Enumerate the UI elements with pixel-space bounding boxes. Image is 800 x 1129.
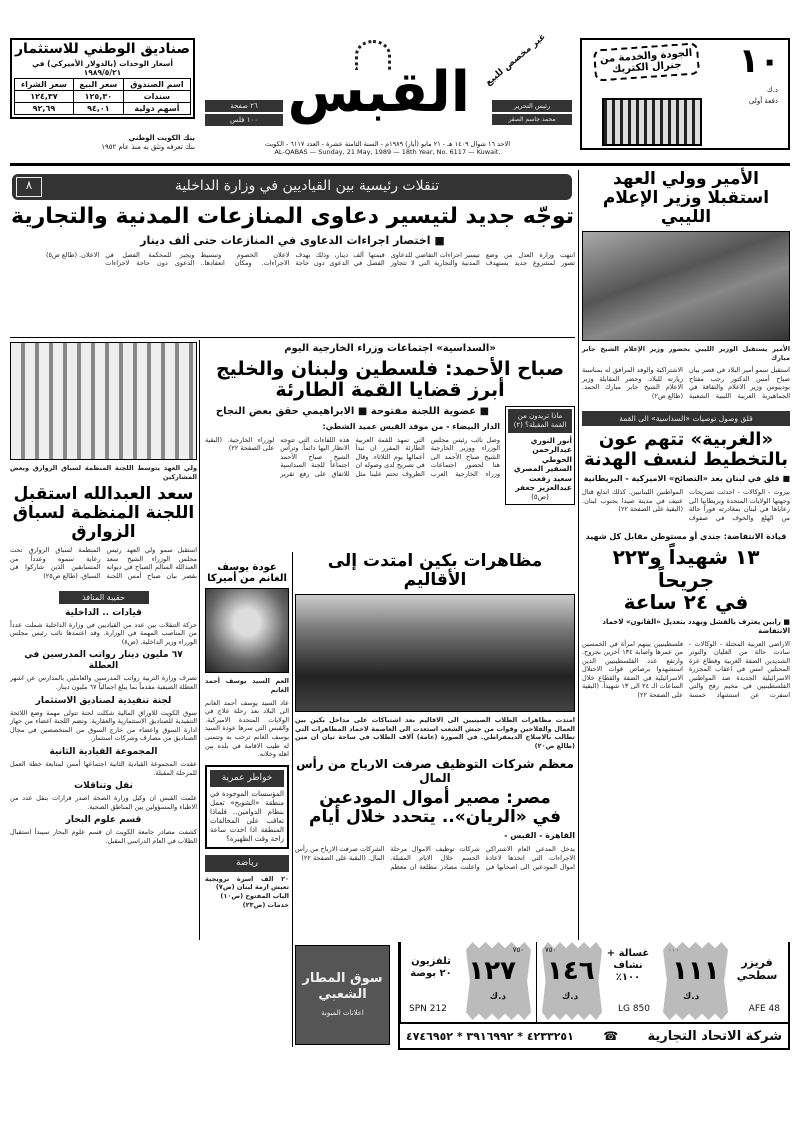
- header-cell: سعر البيع: [73, 78, 123, 90]
- ad-item-fils: ٧٥٠: [512, 946, 524, 954]
- emir-photo: [582, 231, 790, 341]
- column-rule: [578, 170, 579, 940]
- khawater-title: خواطر عمرية: [210, 770, 284, 787]
- lead-subhead-text: اختصار اجراءات الدعاوى في المنازعات حتى ألف دينار: [140, 233, 431, 247]
- not-for-sale: غير مخصص للبيع: [483, 31, 548, 89]
- rayan-headline-1: مصر: مصير أموال المودعين: [319, 788, 551, 809]
- banner-page-ref: ٨: [16, 177, 42, 197]
- lead-headline: توجّه جديد لتيسير دعاوى المنازعات المدنية والتجارية: [11, 204, 574, 229]
- ad-item-currency: د.ك: [489, 992, 506, 1002]
- header-cell: سعر الشراء: [15, 78, 74, 90]
- cell: أسهم دولية: [123, 102, 190, 114]
- editor-name: محمد جاسم الصقر: [492, 114, 572, 125]
- interior-banner: [12, 174, 572, 200]
- air-conditioner-image: [602, 98, 702, 146]
- divider: [10, 337, 575, 338]
- rayan-body: يدخل المدعي العام الاشتراكي الاجراءات التي اتخذها لاعادة اموال المودعين الى اصحابها في شركات توظيف الاموال مرحلة الحسم خلال الايام المقبلة. واعلنت مصادر مطلعة ان معظم الشركات صرفت الارباح من رأس المال. (البقية على الصفحة ٢٢): [295, 845, 575, 871]
- editor-box: [492, 100, 572, 125]
- ad-amount: ١٠: [738, 41, 780, 81]
- ad-item-model: SPN 212: [409, 1004, 447, 1014]
- funds-title: صناديق الوطني للاستثمار: [15, 41, 190, 57]
- ad-slogan: الجودة والخدمة من جنرال الكتريك: [593, 42, 700, 82]
- summit-name: عبدالعزيز جعفر: [515, 483, 572, 493]
- bank-name: بنك الكويت الوطني: [128, 134, 195, 142]
- ad-item-freezer: [658, 942, 788, 1022]
- ad-item-tv: [400, 942, 536, 1022]
- rayan-kicker: معظم شركات التوظيف صرفت الارباح من رأس المال: [296, 757, 574, 785]
- sports-title: رياضة: [205, 855, 289, 872]
- ad-item-price: ١٢٧: [468, 956, 516, 986]
- ad-item-price: ١٤٦: [547, 956, 595, 986]
- banner-text: تنقلات رئيسية بين القياديين في وزارة الداخلية: [174, 178, 440, 195]
- khawater-body: المؤسسات الموجودة في منطقة «الشويخ» تعمل بنظام الدوامين.. فلماذا تعاقب على المخالفات المنطقة اذا اخذت ساعة راحة وقت الظهيرة؟: [210, 789, 284, 843]
- sports-item: ٢٠ الف اسرة نرويجية تعيش ازمة لبنان (ص٧): [205, 874, 289, 892]
- sabah-headline-1: صباح الأحمد: فلسطين ولبنان والخليج: [215, 358, 565, 380]
- agenda-title: حقيبة المنافذ: [59, 591, 149, 604]
- column-rule: [199, 340, 200, 940]
- funds-table: [14, 78, 191, 115]
- cell: سندات: [123, 90, 190, 102]
- agenda-section-body: علمت القبس ان وكيل وزارة الصحة اصدر قرارات بنقل عدد من الاطباء والمسؤولين بين المناطق الصحية.: [10, 794, 197, 811]
- agenda-section-body: سوق الكويت للاوراق المالية شكلت لجنة تتولى مهمة وضع اللائحة التنفيذية للصناديق الاستثمارية والعقارية. وتضم اللجنة اعضاء من جهاز ادارة السوق واعضاء من خارج السوق من المتخصصين في مجال الصناديق من مصارف وشركات استثمار.: [10, 708, 197, 743]
- agenda-section-title: قيادات .. الداخلية: [65, 607, 142, 618]
- lead-story: [10, 205, 575, 268]
- ghanim-caption: العم السيد يوسف أحمد الغانم: [205, 677, 289, 694]
- lead-subhead: ■ اختصار اجراءات الدعاوى في المنازعات حتى ألف دينار: [140, 233, 445, 247]
- saad-headline: سعد العبدالله استقبل اللجنة المنظمة لسباق الزوارق: [12, 484, 195, 543]
- union-trading-ad: [398, 942, 790, 1050]
- center-narrow-column: [205, 562, 289, 909]
- ad-item-currency: د.ك: [683, 992, 700, 1002]
- khawater-box: [205, 765, 289, 849]
- editor-label: رئيس التحرير: [492, 100, 572, 112]
- table-row: [15, 102, 191, 114]
- center-lower-column: [295, 552, 575, 871]
- agenda-section-body: تصرف وزارة التربية رواتب المدرسين والعاملين بالمدارس عن اشهر العطلة الصيفية مقدماً بما يبلغ اجمالياً ٦٧ مليون دينار.: [10, 674, 197, 692]
- dateline: [200, 140, 575, 156]
- agenda-section-body: حركة التنقلات بين عدد من القياديين في وزارة الداخلية شملت عدداً من المناصب المهمة في الوزارة. وقد اعتمدها نائب رئيس مجلس الوزراء وزير الداخلية. (ص٨): [10, 620, 197, 646]
- ad-item-price: ١١١: [672, 956, 720, 986]
- ad-company-bar: [400, 1022, 788, 1048]
- gharbia-kicker: قلق وصول توصيات «السداسية» الى القمة: [582, 411, 790, 426]
- sabah-main: [205, 406, 500, 479]
- table-row: [15, 78, 191, 90]
- intifada-kicker: قيادة الانتفاضة: جندي أو مستوطن مقابل كل شهيد: [585, 532, 787, 542]
- intifada-body: الاراضي العربية المحتلة - الوكالات - سادت حالة من الغليان والتوتر الشديدين الضفة الغربية وقطاع غزة المحتلين امس في اعقاب المجزرة الاسرائيلية الجديدة ضد المواطنين الفلسطينيين في مخيم رفح والتي اسفرت عن استشهاد خمسة فلسطينيين بينهم امرأة في الخمسين من عمرها واصابة ١٣٤ آخرين بجروح. وارتفع عدد الفلسطينيين الذين استشهدوا برصاص قوات الاحتلال الاسرائيلية في الضفة والقطاع خلال الساعات الـ ٢٤ الى ١٣ شهيداً. (البقية على الصفحة ٢٢): [582, 639, 790, 700]
- header-cell: اسم الصندوق: [123, 78, 190, 90]
- sabah-kicker: «السداسية» اجتماعات وزراء الخارجية اليوم: [284, 343, 496, 354]
- column-rule: [292, 552, 293, 1047]
- masthead-logo: القبس: [287, 60, 470, 125]
- boat-committee-photo: [10, 342, 197, 460]
- souq-title: سوق المطار الشعبي: [302, 971, 383, 1002]
- bank-tagline: بنك تعرفه وتثق به منذ عام ١٩٥٢: [101, 143, 195, 151]
- summit-ref: (ص٥): [531, 492, 549, 501]
- agenda-section-body: كشفت مصادر جامعة الكويت ان قسم علوم البحار سيبدأ استقبال الطلاب في العام الدراسي المقبل.: [10, 828, 197, 845]
- ad-currency: د.ك: [766, 86, 778, 94]
- ghanim-body: عاد السيد يوسف أحمد الغانم الى البلاد بعد رحلة علاج في الولايات المتحدة الاميركية. والقبس التي سرها عودة السيد يوسف الغانم ترحب به وتتمنى له طيب الاقامة في بلده بين اهله وخلانه.: [205, 698, 289, 759]
- saad-caption: ولي العهد يتوسط اللجنة المنظمة لسباق الزوارق وبعض المشاركين: [10, 464, 197, 481]
- cell: ١٢٤,٣٧: [15, 90, 74, 102]
- beijing-caption: امتدت مظاهرات الطلاب الصينيين الى الاقاليم بعد اشتباكات على مداخل بكين بين العمال والفلاحين وقوات من جيش الشعب استعدت الى العاصمة لاخماد المظاهرات التي تطالب بالاصلاح الديمقراطي. في الصورة (عامة) آلاف الطلاب في ساحة تيان ان مين (طالع ص٢٠): [295, 716, 575, 750]
- lead-body: انتهت وزارة العدل من وضع تصور لمشروع جديد يستهدف تيسير اجراءات التقاضي للدعاوى المدنية والتجارية التي لا تتجاوز قيمتها ألف دينار، وذلك بهدف الفصل في الدعوى دون حاجة لاعلان الخصوم وتبسيط الاجراءات. ومكان انعقادها.. ويجيز للمحكمة الفصل في الدعوى دون حاجة لاجراءات الاعلان. (طالع ص٥): [45, 250, 575, 268]
- sabah-story: [205, 342, 575, 505]
- sabah-headline-2: أبرز قضايا القمة الطارئة: [275, 379, 505, 402]
- ad-item-name: تلفزيون ٢٠ بوصة: [410, 956, 452, 979]
- gharbia-subhead: ■ قلق في لبنان بعد «النصائح» الاميركية - البريطانية: [583, 473, 790, 483]
- agenda-section-title: المجموعة القيادية الثانية: [49, 747, 158, 757]
- emir-body: استقبل سمو أمير البلاد في قصر بيان صباح أمس الدكتور رجب مفتاح بوديبوس وزير الاعلام والثقافة في الجماهيرية العربية الليبية الشعبية الاشتراكية والوفد المرافق له بمناسبة زيارته للبلاد. وحضر المقابلة وزير الاعلام الشيخ جابر مبارك الحمد. (طالع ص٢): [582, 366, 790, 401]
- ad-item-model: AFE 48: [748, 1004, 780, 1014]
- sports-item: الباب المفتوح (ص١٠): [220, 891, 289, 900]
- ad-item-washer: [536, 942, 658, 1022]
- gharbia-subhead-text: قلق في لبنان بعد «النصائح» الاميركية - البريطانية: [583, 473, 780, 483]
- ad-item-name: غسالة + نشاف ١٠٠٪: [606, 948, 650, 983]
- agenda-section-title: قسم علوم البحار: [65, 815, 142, 826]
- phone-icon: ☎: [603, 1029, 619, 1043]
- beijing-headline: مظاهرات بكين امتدت إلى الأقاليم: [327, 551, 543, 591]
- summit-name: أنور النوري: [530, 435, 572, 445]
- sports-item: خدمات (ص٢٣): [242, 900, 289, 909]
- price-box: [205, 100, 283, 126]
- ad-item-fils: ٠٠٠: [668, 946, 680, 954]
- ad-note: دفعة أولى: [748, 97, 778, 105]
- bank-logo: [10, 134, 195, 152]
- date-english: AL-QABAS — Sunday, 21 May, 1989 — 18th Year, No. 6117 — Kuwait.: [274, 148, 501, 156]
- cell: ٩٤,٠١: [73, 102, 123, 114]
- agenda-section-title: لجنة تنفيذية لصناديق الاستثمار: [35, 695, 172, 706]
- souq-box: [295, 945, 390, 1045]
- saad-body: استقبل سمو ولي العهد رئيس مجلس الوزراء الشيخ سعد العبدالله السالم الصباح في ديوانه بقصر بيان صباح أمس اللجنة المنظمة لسباق الزوارق تحت رعاية سموه وعدداً من المتسابقين الذين شاركوا في السباق. (طالع ص٢٥): [10, 546, 197, 581]
- cell: ١٢٥,٣٠: [73, 90, 123, 102]
- beijing-photo: [295, 594, 575, 712]
- ghanim-headline: عودة يوسف الغانم من أميركا: [207, 562, 287, 585]
- gharbia-body: بيروت - الوكالات - احدثت تصريحات وجهتها الولايات المتحدة وبريطانيا الى رعاياها في لبنان بمغادرته فوراً حالة من الهلع والخوف في صفوف المواطنين اللبنانيين. كذلك اندلع قتال عنيف في مدينة صيدا بجنوب لبنان. (البقية على الصفحة ٢٢): [582, 487, 790, 522]
- sabah-row: [205, 406, 575, 505]
- masthead-rule: [10, 163, 790, 166]
- sports-box: [205, 855, 289, 909]
- ad-item-name: فريزر سطحي: [736, 956, 778, 982]
- left-column: [10, 342, 197, 846]
- summit-box: [505, 406, 575, 505]
- ad-item-fils: ٧٥٠: [545, 946, 557, 954]
- rayan-headline-2: في «الريان».. يتحدد خلال أيام: [308, 807, 562, 828]
- intifada-headline-2: في ٢٤ ساعة: [623, 590, 749, 615]
- sabah-subhead-text: عضوية اللجنة مفتوحة ■ الابراهيمي حقق بعض النجاح: [215, 405, 477, 417]
- funds-box: [10, 38, 195, 119]
- summit-box-title: ماذا تريدون من القمة المقبلة؟ (٢): [508, 409, 572, 433]
- rayan-dateline: القاهرة - القبس -: [504, 831, 575, 841]
- ad-phones: ٤٢٣٣٢٥١ * ٣٩١٦٩٩٢ * ٤٧٤٦٩٥٢: [406, 1029, 574, 1043]
- cell: ٩٢,٦٩: [15, 102, 74, 114]
- agenda-section-title: ٦٧ مليون دينار رواتب المدرسين في العطلة: [24, 650, 183, 672]
- intifada-subhead: ■ رابين يعترف بالفشل ويهدد بتعديل «القانون» لاخماد الانتفاضة: [602, 617, 790, 635]
- date-arabic: الاحد ١٦ شوال ١٤٠٩ هـ - ٢١ مايو (أيار) ١٩٨٩م - السنة الثامنة عشرة - العدد ٦١١٧ - الكويت: [264, 140, 511, 148]
- intifada-subhead-text: رابين يعترف بالفشل ويهدد بتعديل «القانون» لاخماد الانتفاضة: [602, 617, 790, 635]
- page-count: ٢٦ صفحة: [205, 100, 283, 112]
- summit-name: السفير المصري سعيد رفعت: [513, 464, 572, 483]
- sabah-subhead: ■ عضوية اللجنة مفتوحة ■ الابراهيمي حقق بعض النجاح: [215, 405, 490, 417]
- price: ١٠٠ فلس: [205, 114, 283, 126]
- agenda-section-body: عقدت المجموعة القيادية الثانية اجتماعها أمس لمتابعة خطة العمل للمرحلة المقبلة.: [10, 760, 197, 777]
- summit-name: عبدالرحمن الحوطي: [532, 445, 572, 464]
- souq-sub: اعلانات المبوبة: [321, 1009, 364, 1017]
- ad-company-name: شركة الاتحاد التجارية: [647, 1028, 782, 1044]
- emir-caption: الأمير يستقبل الوزير الليبي بحضور وزير الإعلام الشيخ جابر مبارك: [582, 345, 790, 362]
- funds-subtitle: أسعار الوحدات (بالدولار الأميركي) في ١٩٨٩/٥/٢١: [32, 58, 173, 77]
- ge-ad: [580, 38, 790, 150]
- sabah-dateline: الدار البيضاء - من موفد القبس عميد الشطي:: [322, 421, 500, 431]
- ghanim-photo: [205, 588, 289, 673]
- right-column: [582, 170, 790, 700]
- intifada-headline-1: ١٣ شهيداً و٢٢٣ جريحاً: [612, 545, 760, 592]
- ad-item-model: LG 850: [617, 1004, 650, 1014]
- sabah-body: وصل نائب رئيس مجلس الوزراء ووزير الخارجية الشيخ صباح الأحمد الى هنا لحضور اجتماعات وزراء الخارجية العرب التي تمهد للقمة العربية الطارئة المقرر ان تبدأ أعمالها يوم الثلاثاء. وقال في تصريح لدى وصوله ان الظروف تحتم علينا مثل هذه اللقاءات التي تتوجه الانظار اليها دائماً. وترأس الشيخ صباح الأحمد اجتماعاً للجنة السداسية للاتفاق على رفع تقرير لوزراء الخارجية. (البقية على الصفحة ٢٢): [205, 435, 500, 478]
- table-row: [15, 90, 191, 102]
- emir-headline: الأمير وولي العهد استقبلا وزير الإعلام الليبي: [602, 169, 770, 228]
- gharbia-headline: «الغربية» تتهم عون بالتخطيط لنسف الهدنة: [583, 428, 789, 470]
- ad-item-currency: د.ك: [562, 992, 579, 1002]
- agenda-section-title: نقل وتناقلات: [74, 781, 133, 792]
